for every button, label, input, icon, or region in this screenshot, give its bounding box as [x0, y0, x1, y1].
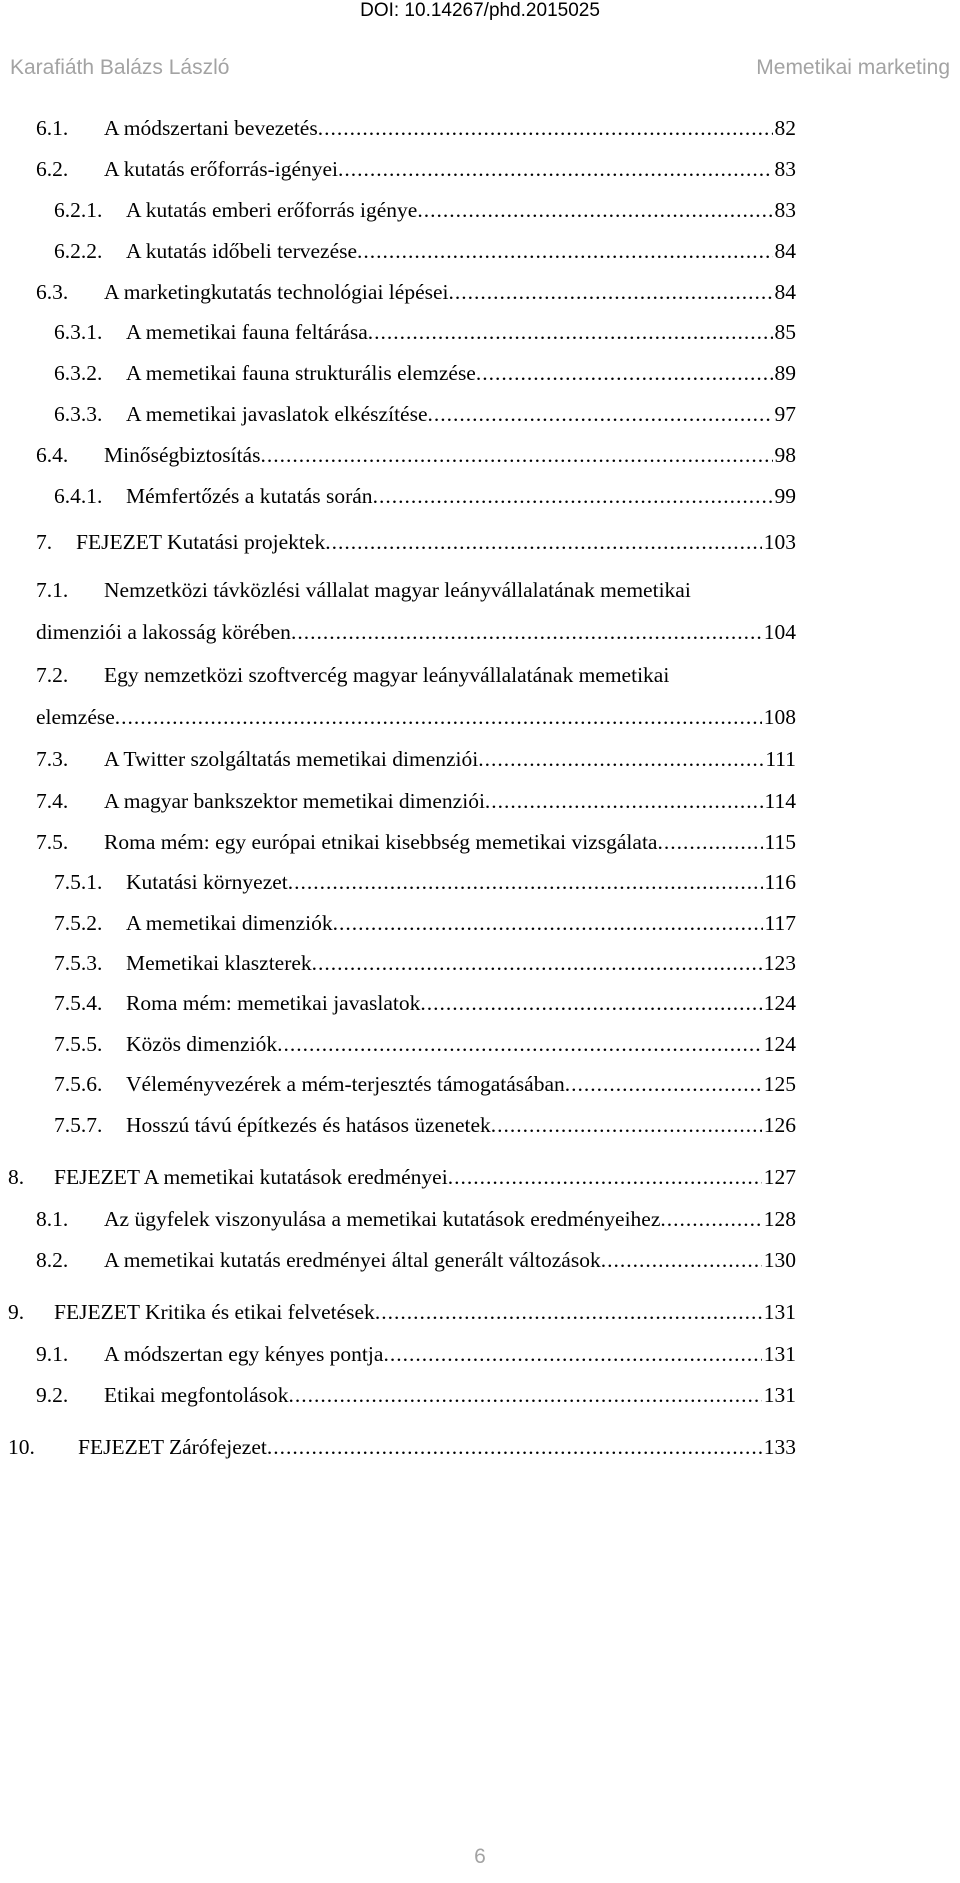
dot-leader — [333, 911, 763, 936]
toc-entry-title: A memetikai kutatás eredményei által generált változások — [104, 1248, 601, 1272]
toc-entry-number: 7.5.4. — [54, 991, 103, 1015]
toc-entry-page: 98 — [774, 443, 796, 467]
toc-entry-page: 124 — [763, 1032, 796, 1056]
toc-entry-title: A magyar bankszektor memetikai dimenziói — [104, 789, 485, 813]
toc-entry-page: 125 — [763, 1072, 796, 1096]
toc-entry-number: 7.2. — [36, 663, 69, 687]
toc-entry-number: 10. — [8, 1435, 35, 1459]
header-title: Memetikai marketing — [756, 56, 950, 79]
dot-leader — [277, 1032, 762, 1057]
toc-entry-title: Minőségbiztosítás — [104, 443, 261, 467]
toc-entry-page: 84 — [774, 280, 796, 304]
toc-entry-title: FEJEZET Kritika és etikai felvetések — [54, 1300, 375, 1324]
dot-leader — [338, 157, 772, 182]
toc-entry-page: 111 — [765, 747, 796, 771]
page-number: 6 — [474, 1845, 486, 1868]
dot-leader — [357, 239, 772, 264]
toc-entry-number: 9. — [8, 1300, 25, 1324]
dot-leader — [449, 280, 773, 305]
toc-entry-page: 104 — [763, 620, 796, 644]
toc-entry-title: A kutatás időbeli tervezése — [126, 239, 358, 263]
toc-entry-title: FEJEZET Kutatási projektek — [76, 530, 326, 554]
toc-entry-number: 6.3. — [36, 280, 69, 304]
toc-entry-title-continued: dimenziói a lakosság körében — [36, 620, 291, 644]
toc-entry-number: 8.2. — [36, 1248, 69, 1272]
toc-entry-title: A memetikai javaslatok elkészítése — [126, 402, 428, 426]
toc-entry-page: 130 — [763, 1248, 796, 1272]
toc-entry-page: 131 — [763, 1383, 796, 1407]
dot-leader — [476, 361, 773, 386]
toc-entry-title: Roma mém: egy európai etnikai kisebbség memetikai vizsgálata — [104, 830, 658, 854]
dot-leader — [657, 830, 762, 855]
toc-entry-page: 128 — [763, 1207, 796, 1231]
toc-entry-number: 7.5.2. — [54, 911, 103, 935]
doi-label: DOI: 10.14267/phd.2015025 — [360, 0, 600, 21]
toc-entry-title: A módszertani bevezetés — [104, 116, 318, 140]
toc-entry-title: Nemzetközi távközlési vállalat magyar leányvállalatának memetikai — [104, 578, 691, 602]
toc-entry-page: 97 — [774, 402, 796, 426]
toc-entry-title: A marketingkutatás technológiai lépései — [104, 280, 449, 304]
toc-entry-page: 114 — [764, 789, 796, 813]
toc-entry-page: 131 — [763, 1300, 796, 1324]
dot-leader — [383, 1342, 761, 1367]
toc-entry-title: A Twitter szolgáltatás memetikai dimenziói — [104, 747, 479, 771]
toc-entry-title: A memetikai dimenziók — [126, 911, 333, 935]
toc-entry-title: Mémfertőzés a kutatás során — [126, 484, 373, 508]
toc-entry-title: FEJEZET A memetikai kutatások eredményei — [54, 1165, 448, 1189]
toc-entry-title: Roma mém: memetikai javaslatok — [126, 991, 421, 1015]
toc-entry-page: 133 — [763, 1435, 796, 1459]
toc-entry-title: A memetikai fauna feltárása — [126, 320, 368, 344]
toc-entry-page: 123 — [763, 951, 796, 975]
toc-entry-page: 116 — [764, 870, 796, 894]
toc-entry-page: 131 — [763, 1342, 796, 1366]
toc-entry-page: 83 — [774, 157, 796, 181]
toc-entry-page: 115 — [764, 830, 796, 854]
toc-entry-number: 6.4.1. — [54, 484, 103, 508]
dot-leader — [375, 1300, 762, 1325]
toc-entry-number: 8.1. — [36, 1207, 69, 1231]
toc-entry-title: Etikai megfontolások — [104, 1383, 289, 1407]
toc-entry-page: 84 — [774, 239, 796, 263]
dot-leader — [368, 320, 773, 345]
toc-entry-title: A kutatás erőforrás-igényei — [104, 157, 339, 181]
toc-entry-title: Egy nemzetközi szoftvercég magyar leányvállalatának memetikai — [104, 663, 670, 687]
toc-entry-page: 127 — [763, 1165, 796, 1189]
toc-entry-number: 9.1. — [36, 1342, 69, 1366]
toc-entry-number: 7.5.3. — [54, 951, 103, 975]
toc-entry-number: 6.2.2. — [54, 239, 103, 263]
toc-entry-title: Kutatási környezet — [126, 870, 288, 894]
toc-entry-page: 89 — [774, 361, 796, 385]
toc-entry-number: 7.5.6. — [54, 1072, 103, 1096]
dot-leader — [288, 870, 763, 895]
toc-entry-number: 6.3.1. — [54, 320, 103, 344]
toc-entry-title: Közös dimenziók — [126, 1032, 278, 1056]
dot-leader — [267, 1435, 762, 1460]
toc-entry-page: 103 — [763, 530, 796, 554]
dot-leader — [428, 402, 773, 427]
toc-entry-number: 7. — [36, 530, 53, 554]
header-author: Karafiáth Balázs László — [10, 56, 230, 79]
toc-entry-number: 6.4. — [36, 443, 69, 467]
dot-leader — [660, 1207, 761, 1232]
toc-entry-title: Véleményvezérek a mém-terjesztés támogatásában — [126, 1072, 565, 1096]
toc-entry-number: 7.5.5. — [54, 1032, 103, 1056]
toc-entry-number: 7.5. — [36, 830, 69, 854]
toc-entry-number: 9.2. — [36, 1383, 69, 1407]
toc-entry-page: 83 — [774, 198, 796, 222]
toc-entry-title-continued: elemzése — [36, 705, 115, 729]
toc-entry-number: 7.5.7. — [54, 1113, 103, 1137]
toc-entry-page: 99 — [774, 484, 796, 508]
toc-entry-title: A módszertan egy kényes pontja — [104, 1342, 384, 1366]
dot-leader — [260, 443, 772, 468]
toc-entry-page: 85 — [774, 320, 796, 344]
toc-entry-number: 6.2.1. — [54, 198, 103, 222]
toc-entry-number: 6.3.2. — [54, 361, 103, 385]
dot-leader — [417, 198, 772, 223]
dot-leader — [420, 991, 761, 1016]
toc-entry-number: 7.1. — [36, 578, 69, 602]
dot-leader — [485, 789, 763, 814]
toc-entry-number: 6.1. — [36, 116, 69, 140]
dot-leader — [491, 1113, 762, 1138]
dot-leader — [291, 620, 762, 645]
toc-entry-page: 82 — [774, 116, 796, 140]
toc-entry-title: Hosszú távú építkezés és hatásos üzenetek — [126, 1113, 491, 1137]
dot-leader — [115, 705, 762, 730]
dot-leader — [373, 484, 773, 509]
dot-leader — [312, 951, 762, 976]
dot-leader — [289, 1383, 762, 1408]
dot-leader — [478, 747, 763, 772]
toc-entry-title: Memetikai klaszterek — [126, 951, 312, 975]
toc-entry-number: 6.2. — [36, 157, 69, 181]
toc-entry-number: 7.3. — [36, 747, 69, 771]
dot-leader — [325, 530, 762, 555]
toc-entry-page: 124 — [763, 991, 796, 1015]
toc-entry-title: A kutatás emberi erőforrás igénye — [126, 198, 418, 222]
dot-leader — [601, 1248, 762, 1273]
dot-leader — [318, 116, 773, 141]
toc-entry-title: A memetikai fauna strukturális elemzése — [126, 361, 476, 385]
toc-entry-page: 126 — [763, 1113, 796, 1137]
toc-entry-number: 6.3.3. — [54, 402, 103, 426]
toc-entry-title: FEJEZET Zárófejezet — [78, 1435, 267, 1459]
toc-entry-page: 108 — [763, 705, 796, 729]
dot-leader — [565, 1072, 762, 1097]
dot-leader — [448, 1165, 762, 1190]
toc-entry-number: 7.5.1. — [54, 870, 103, 894]
toc-entry-number: 7.4. — [36, 789, 69, 813]
toc-entry-title: Az ügyfelek viszonyulása a memetikai kutatások eredményeihez — [104, 1207, 661, 1231]
toc-entry-page: 117 — [764, 911, 796, 935]
toc-entry-number: 8. — [8, 1165, 25, 1189]
